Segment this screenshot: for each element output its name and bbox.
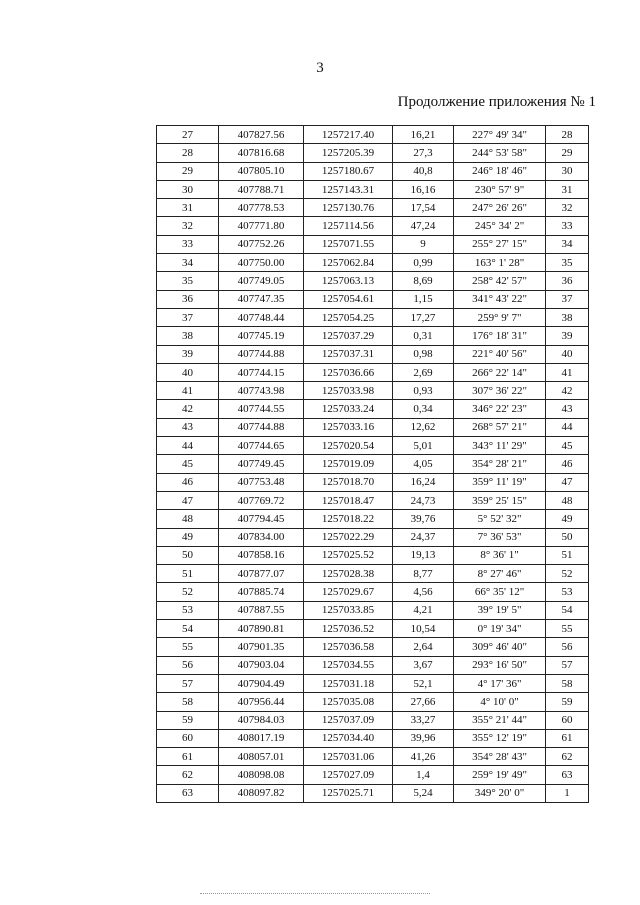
next-point-cell: 45	[546, 437, 589, 455]
next-point-cell: 43	[546, 400, 589, 418]
next-point-cell: 49	[546, 510, 589, 528]
next-point-cell: 48	[546, 491, 589, 509]
next-point-cell: 30	[546, 162, 589, 180]
y-coordinate-cell: 1257029.67	[304, 583, 393, 601]
y-coordinate-cell: 1257037.29	[304, 327, 393, 345]
bearing-cell: 307° 36' 22"	[454, 382, 546, 400]
next-point-cell: 29	[546, 144, 589, 162]
page-number: 3	[316, 60, 324, 76]
y-coordinate-cell: 1257062.84	[304, 254, 393, 272]
y-coordinate-cell: 1257063.13	[304, 272, 393, 290]
distance-cell: 0,99	[393, 254, 454, 272]
next-point-cell: 35	[546, 254, 589, 272]
table-row	[157, 711, 589, 729]
continuation-heading: Продолжение приложения № 1	[397, 94, 596, 110]
next-point-cell: 40	[546, 345, 589, 363]
y-coordinate-cell: 1257027.09	[304, 766, 393, 784]
x-coordinate-cell: 407769.72	[219, 491, 304, 509]
y-coordinate-cell: 1257025.71	[304, 784, 393, 802]
point-number-cell: 59	[157, 711, 219, 729]
bearing-cell: 246° 18' 46"	[454, 162, 546, 180]
y-coordinate-cell: 1257018.47	[304, 491, 393, 509]
next-point-cell: 52	[546, 565, 589, 583]
bearing-cell: 349° 20' 0"	[454, 784, 546, 802]
y-coordinate-cell: 1257031.06	[304, 748, 393, 766]
bearing-cell: 259° 9' 7"	[454, 308, 546, 326]
x-coordinate-cell: 407805.10	[219, 162, 304, 180]
point-number-cell: 29	[157, 162, 219, 180]
bearing-cell: 230° 57' 9"	[454, 180, 546, 198]
bearing-cell: 359° 11' 19"	[454, 473, 546, 491]
table-row	[157, 583, 589, 601]
bearing-cell: 343° 11' 29"	[454, 437, 546, 455]
next-point-cell: 42	[546, 382, 589, 400]
distance-cell: 1,15	[393, 290, 454, 308]
y-coordinate-cell: 1257018.70	[304, 473, 393, 491]
bearing-cell: 163° 1' 28"	[454, 254, 546, 272]
coordinates-table	[156, 125, 589, 803]
distance-cell: 3,67	[393, 656, 454, 674]
table-row	[157, 382, 589, 400]
bearing-cell: 346° 22' 23"	[454, 400, 546, 418]
point-number-cell: 51	[157, 565, 219, 583]
bearing-cell: 8° 36' 1"	[454, 546, 546, 564]
point-number-cell: 54	[157, 620, 219, 638]
x-coordinate-cell: 407750.00	[219, 254, 304, 272]
x-coordinate-cell: 407788.71	[219, 180, 304, 198]
x-coordinate-cell: 407749.05	[219, 272, 304, 290]
point-number-cell: 40	[157, 363, 219, 381]
point-number-cell: 45	[157, 455, 219, 473]
x-coordinate-cell: 407771.80	[219, 217, 304, 235]
distance-cell: 0,34	[393, 400, 454, 418]
distance-cell: 33,27	[393, 711, 454, 729]
bearing-cell: 247° 26' 26"	[454, 199, 546, 217]
table-row	[157, 437, 589, 455]
y-coordinate-cell: 1257036.52	[304, 620, 393, 638]
point-number-cell: 57	[157, 674, 219, 692]
distance-cell: 47,24	[393, 217, 454, 235]
x-coordinate-cell: 407834.00	[219, 528, 304, 546]
table-row	[157, 491, 589, 509]
next-point-cell: 34	[546, 235, 589, 253]
y-coordinate-cell: 1257033.85	[304, 601, 393, 619]
table-row	[157, 784, 589, 802]
y-coordinate-cell: 1257025.52	[304, 546, 393, 564]
next-point-cell: 50	[546, 528, 589, 546]
point-number-cell: 60	[157, 729, 219, 747]
bearing-cell: 309° 46' 40"	[454, 638, 546, 656]
point-number-cell: 53	[157, 601, 219, 619]
point-number-cell: 46	[157, 473, 219, 491]
x-coordinate-cell: 407744.55	[219, 400, 304, 418]
table-row	[157, 656, 589, 674]
table-row	[157, 766, 589, 784]
table-row	[157, 144, 589, 162]
bearing-cell: 4° 17' 36"	[454, 674, 546, 692]
bearing-cell: 7° 36' 53"	[454, 528, 546, 546]
next-point-cell: 57	[546, 656, 589, 674]
bearing-cell: 5° 52' 32"	[454, 510, 546, 528]
table-row	[157, 254, 589, 272]
point-number-cell: 39	[157, 345, 219, 363]
next-point-cell: 32	[546, 199, 589, 217]
y-coordinate-cell: 1257217.40	[304, 126, 393, 144]
bearing-cell: 354° 28' 21"	[454, 455, 546, 473]
distance-cell: 17,27	[393, 308, 454, 326]
x-coordinate-cell: 408098.08	[219, 766, 304, 784]
x-coordinate-cell: 407744.65	[219, 437, 304, 455]
x-coordinate-cell: 407858.16	[219, 546, 304, 564]
table-row	[157, 162, 589, 180]
y-coordinate-cell: 1257037.31	[304, 345, 393, 363]
distance-cell: 4,56	[393, 583, 454, 601]
table-row	[157, 272, 589, 290]
distance-cell: 10,54	[393, 620, 454, 638]
next-point-cell: 51	[546, 546, 589, 564]
y-coordinate-cell: 1257143.31	[304, 180, 393, 198]
bearing-cell: 8° 27' 46"	[454, 565, 546, 583]
next-point-cell: 55	[546, 620, 589, 638]
table-row	[157, 620, 589, 638]
x-coordinate-cell: 407890.81	[219, 620, 304, 638]
y-coordinate-cell: 1257035.08	[304, 693, 393, 711]
distance-cell: 39,96	[393, 729, 454, 747]
bearing-cell: 268° 57' 21"	[454, 418, 546, 436]
y-coordinate-cell: 1257022.29	[304, 528, 393, 546]
x-coordinate-cell: 407903.04	[219, 656, 304, 674]
distance-cell: 9	[393, 235, 454, 253]
point-number-cell: 61	[157, 748, 219, 766]
bearing-cell: 66° 35' 12"	[454, 583, 546, 601]
table-row	[157, 693, 589, 711]
distance-cell: 39,76	[393, 510, 454, 528]
distance-cell: 2,64	[393, 638, 454, 656]
point-number-cell: 63	[157, 784, 219, 802]
bearing-cell: 176° 18' 31"	[454, 327, 546, 345]
next-point-cell: 54	[546, 601, 589, 619]
distance-cell: 24,37	[393, 528, 454, 546]
table-row	[157, 290, 589, 308]
y-coordinate-cell: 1257018.22	[304, 510, 393, 528]
next-point-cell: 58	[546, 674, 589, 692]
bearing-cell: 255° 27' 15"	[454, 235, 546, 253]
y-coordinate-cell: 1257036.66	[304, 363, 393, 381]
bearing-cell: 293° 16' 50"	[454, 656, 546, 674]
next-point-cell: 36	[546, 272, 589, 290]
point-number-cell: 62	[157, 766, 219, 784]
point-number-cell: 55	[157, 638, 219, 656]
table-row	[157, 235, 589, 253]
y-coordinate-cell: 1257033.98	[304, 382, 393, 400]
x-coordinate-cell: 407877.07	[219, 565, 304, 583]
distance-cell: 19,13	[393, 546, 454, 564]
distance-cell: 4,21	[393, 601, 454, 619]
next-point-cell: 37	[546, 290, 589, 308]
table-row	[157, 345, 589, 363]
distance-cell: 52,1	[393, 674, 454, 692]
bearing-cell: 245° 34' 2"	[454, 217, 546, 235]
distance-cell: 24,73	[393, 491, 454, 509]
point-number-cell: 28	[157, 144, 219, 162]
next-point-cell: 56	[546, 638, 589, 656]
bearing-cell: 221° 40' 56"	[454, 345, 546, 363]
next-point-cell: 33	[546, 217, 589, 235]
table-row	[157, 180, 589, 198]
point-number-cell: 48	[157, 510, 219, 528]
distance-cell: 17,54	[393, 199, 454, 217]
next-point-cell: 39	[546, 327, 589, 345]
bearing-cell: 244° 53' 58"	[454, 144, 546, 162]
table-row	[157, 638, 589, 656]
next-point-cell: 44	[546, 418, 589, 436]
y-coordinate-cell: 1257114.56	[304, 217, 393, 235]
point-number-cell: 32	[157, 217, 219, 235]
bearing-cell: 227° 49' 34"	[454, 126, 546, 144]
table-row	[157, 528, 589, 546]
table-row	[157, 729, 589, 747]
table-row	[157, 199, 589, 217]
y-coordinate-cell: 1257019.09	[304, 455, 393, 473]
bearing-cell: 355° 21' 44"	[454, 711, 546, 729]
bearing-cell: 39° 19' 5"	[454, 601, 546, 619]
table-row	[157, 126, 589, 144]
distance-cell: 16,24	[393, 473, 454, 491]
distance-cell: 1,4	[393, 766, 454, 784]
distance-cell: 5,24	[393, 784, 454, 802]
next-point-cell: 63	[546, 766, 589, 784]
table-row	[157, 455, 589, 473]
distance-cell: 16,21	[393, 126, 454, 144]
point-number-cell: 38	[157, 327, 219, 345]
point-number-cell: 37	[157, 308, 219, 326]
table-row	[157, 748, 589, 766]
x-coordinate-cell: 407778.53	[219, 199, 304, 217]
x-coordinate-cell: 408057.01	[219, 748, 304, 766]
next-point-cell: 53	[546, 583, 589, 601]
y-coordinate-cell: 1257071.55	[304, 235, 393, 253]
x-coordinate-cell: 407794.45	[219, 510, 304, 528]
distance-cell: 27,66	[393, 693, 454, 711]
table-row	[157, 601, 589, 619]
point-number-cell: 52	[157, 583, 219, 601]
distance-cell: 40,8	[393, 162, 454, 180]
table-row	[157, 327, 589, 345]
x-coordinate-cell: 407748.44	[219, 308, 304, 326]
y-coordinate-cell: 1257180.67	[304, 162, 393, 180]
y-coordinate-cell: 1257054.25	[304, 308, 393, 326]
point-number-cell: 56	[157, 656, 219, 674]
x-coordinate-cell: 407984.03	[219, 711, 304, 729]
next-point-cell: 1	[546, 784, 589, 802]
x-coordinate-cell: 407744.88	[219, 418, 304, 436]
y-coordinate-cell: 1257034.55	[304, 656, 393, 674]
y-coordinate-cell: 1257034.40	[304, 729, 393, 747]
table-row	[157, 308, 589, 326]
point-number-cell: 42	[157, 400, 219, 418]
y-coordinate-cell: 1257033.24	[304, 400, 393, 418]
next-point-cell: 61	[546, 729, 589, 747]
next-point-cell: 28	[546, 126, 589, 144]
table-row	[157, 400, 589, 418]
y-coordinate-cell: 1257036.58	[304, 638, 393, 656]
x-coordinate-cell: 407749.45	[219, 455, 304, 473]
x-coordinate-cell: 407887.55	[219, 601, 304, 619]
bearing-cell: 359° 25' 15"	[454, 491, 546, 509]
table-row	[157, 418, 589, 436]
point-number-cell: 36	[157, 290, 219, 308]
y-coordinate-cell: 1257054.61	[304, 290, 393, 308]
bearing-cell: 258° 42' 57"	[454, 272, 546, 290]
bearing-cell: 259° 19' 49"	[454, 766, 546, 784]
x-coordinate-cell: 407956.44	[219, 693, 304, 711]
table-row	[157, 546, 589, 564]
x-coordinate-cell: 407827.56	[219, 126, 304, 144]
point-number-cell: 50	[157, 546, 219, 564]
distance-cell: 12,62	[393, 418, 454, 436]
y-coordinate-cell: 1257020.54	[304, 437, 393, 455]
x-coordinate-cell: 407743.98	[219, 382, 304, 400]
bearing-cell: 266° 22' 14"	[454, 363, 546, 381]
next-point-cell: 47	[546, 473, 589, 491]
y-coordinate-cell: 1257205.39	[304, 144, 393, 162]
next-point-cell: 38	[546, 308, 589, 326]
x-coordinate-cell: 407752.26	[219, 235, 304, 253]
next-point-cell: 60	[546, 711, 589, 729]
point-number-cell: 33	[157, 235, 219, 253]
y-coordinate-cell: 1257031.18	[304, 674, 393, 692]
y-coordinate-cell: 1257037.09	[304, 711, 393, 729]
distance-cell: 5,01	[393, 437, 454, 455]
x-coordinate-cell: 407744.88	[219, 345, 304, 363]
table-row	[157, 674, 589, 692]
distance-cell: 41,26	[393, 748, 454, 766]
point-number-cell: 30	[157, 180, 219, 198]
point-number-cell: 27	[157, 126, 219, 144]
point-number-cell: 34	[157, 254, 219, 272]
point-number-cell: 47	[157, 491, 219, 509]
distance-cell: 0,31	[393, 327, 454, 345]
point-number-cell: 58	[157, 693, 219, 711]
y-coordinate-cell: 1257033.16	[304, 418, 393, 436]
x-coordinate-cell: 407747.35	[219, 290, 304, 308]
distance-cell: 8,77	[393, 565, 454, 583]
x-coordinate-cell: 408097.82	[219, 784, 304, 802]
distance-cell: 0,93	[393, 382, 454, 400]
x-coordinate-cell: 407745.19	[219, 327, 304, 345]
distance-cell: 27,3	[393, 144, 454, 162]
x-coordinate-cell: 408017.19	[219, 729, 304, 747]
table-row	[157, 510, 589, 528]
bearing-cell: 355° 12' 19"	[454, 729, 546, 747]
x-coordinate-cell: 407904.49	[219, 674, 304, 692]
point-number-cell: 35	[157, 272, 219, 290]
distance-cell: 8,69	[393, 272, 454, 290]
point-number-cell: 43	[157, 418, 219, 436]
table-row	[157, 565, 589, 583]
next-point-cell: 31	[546, 180, 589, 198]
point-number-cell: 49	[157, 528, 219, 546]
x-coordinate-cell: 407744.15	[219, 363, 304, 381]
distance-cell: 4,05	[393, 455, 454, 473]
point-number-cell: 31	[157, 199, 219, 217]
table-row	[157, 363, 589, 381]
next-point-cell: 41	[546, 363, 589, 381]
point-number-cell: 44	[157, 437, 219, 455]
table-row	[157, 473, 589, 491]
x-coordinate-cell: 407816.68	[219, 144, 304, 162]
distance-cell: 16,16	[393, 180, 454, 198]
next-point-cell: 46	[546, 455, 589, 473]
y-coordinate-cell: 1257028.38	[304, 565, 393, 583]
next-point-cell: 62	[546, 748, 589, 766]
distance-cell: 2,69	[393, 363, 454, 381]
point-number-cell: 41	[157, 382, 219, 400]
x-coordinate-cell: 407901.35	[219, 638, 304, 656]
bearing-cell: 0° 19' 34"	[454, 620, 546, 638]
bearing-cell: 4° 10' 0"	[454, 693, 546, 711]
bearing-cell: 341° 43' 22"	[454, 290, 546, 308]
distance-cell: 0,98	[393, 345, 454, 363]
bearing-cell: 354° 28' 43"	[454, 748, 546, 766]
next-point-cell: 59	[546, 693, 589, 711]
x-coordinate-cell: 407753.48	[219, 473, 304, 491]
y-coordinate-cell: 1257130.76	[304, 199, 393, 217]
coordinates-table-body	[157, 126, 589, 803]
footer-marks	[200, 893, 430, 896]
x-coordinate-cell: 407885.74	[219, 583, 304, 601]
table-row	[157, 217, 589, 235]
